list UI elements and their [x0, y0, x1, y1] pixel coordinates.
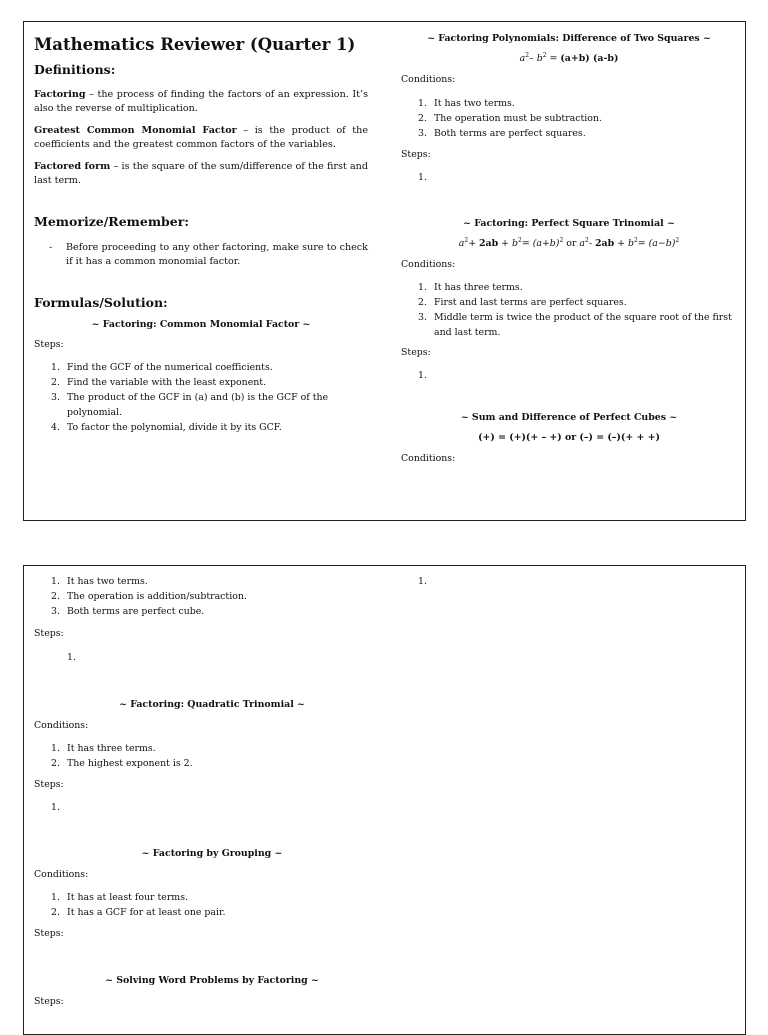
list-item: 3. Middle term is twice the product of the square root of the first and last term.: [418, 312, 732, 338]
document-title: Mathematics Reviewer (Quarter 1): [34, 35, 356, 54]
qt-steps-list: [34, 800, 390, 815]
list-item: 2. The operation must be subtraction.: [418, 113, 602, 124]
dots-conditions-label: Conditions:: [401, 74, 456, 85]
page-1-left-column: [34, 22, 368, 435]
qt-conditions-list: [34, 741, 390, 771]
cubes-formula: (+) = (+)(+ – +) or (–) = (–)(+ + +): [478, 432, 660, 443]
dash-bullet: -: [49, 242, 53, 253]
definition-term: Greatest Common Monomial Factor: [34, 125, 237, 136]
grouping-conditions-label: Conditions:: [34, 869, 89, 880]
qt-steps-label: Steps:: [34, 779, 64, 790]
page-2-right-column: [401, 566, 737, 589]
page-2-left-column: [34, 566, 390, 1009]
grouping-steps-label: Steps:: [34, 928, 64, 939]
definition-text: – the process of finding the factors of an expression. It’s also the reverse of multiplication.: [34, 89, 368, 114]
list-item: 2. The operation is addition/subtraction.: [51, 591, 247, 602]
list-item: 1.: [418, 172, 427, 183]
cmf-steps-list: [34, 360, 368, 435]
list-item: 3. The product of the GCF in (a) and (b) is the GCF of the polynomial.: [51, 392, 329, 418]
cubes-conditions-label: Conditions:: [401, 453, 456, 464]
memorize-item: [34, 241, 368, 269]
pst-formula: $a^2+ 2ab + b^2= (a+b)^2$ or $a^2-$ $2ab + b^2= (a-b)^2$: [458, 236, 680, 249]
pst-conditions-label: Conditions:: [401, 259, 456, 270]
pst-steps-list: [401, 368, 737, 383]
dots-steps-list: [401, 170, 737, 185]
word-problems-heading: ~ Solving Word Problems by Factoring ~: [105, 975, 319, 986]
list-item: 1. It has two terms.: [418, 98, 515, 109]
definition-text: – is the product of the coefficients and the greatest common factors of the variables.: [34, 125, 368, 150]
formulas-heading: Formulas/Solution:: [34, 295, 168, 310]
definition-factoring: [34, 88, 368, 116]
dots-conditions-list: [401, 96, 737, 141]
cube-steps-label: Steps:: [34, 628, 64, 639]
word-problems-steps-label: Steps:: [34, 996, 64, 1007]
pst-steps-label: Steps:: [401, 347, 431, 358]
list-item: 2. Find the variable with the least exponent.: [51, 377, 267, 388]
list-item: 1. Find the GCF of the numerical coefficients.: [51, 362, 273, 373]
pst-conditions-list: [401, 280, 737, 340]
memorize-heading: Memorize/Remember:: [34, 214, 189, 229]
list-item: 2. It has a GCF for at least one pair.: [51, 907, 226, 918]
definition-factored-form: [34, 160, 368, 188]
cmf-heading: ~ Factoring: Common Monomial Factor ~: [91, 319, 311, 330]
list-item: 1. It has two terms.: [51, 576, 148, 587]
list-item: 1.: [418, 370, 427, 381]
dots-heading: ~ Factoring Polynomials: Difference of Two Squares ~: [427, 33, 711, 44]
list-item: 3. Both terms are perfect cube.: [51, 606, 205, 617]
page-1: [23, 21, 746, 521]
page-2: [23, 565, 746, 1035]
list-item: 4. To factor the polynomial, divide it by its GCF.: [51, 422, 282, 433]
definition-term: Factoring: [34, 89, 86, 100]
list-item: 1. It has three terms.: [51, 743, 156, 754]
cube-conditions-list: [34, 574, 390, 619]
list-item: 2. First and last terms are perfect squares.: [418, 297, 627, 308]
list-item: 1. It has three terms.: [418, 282, 523, 293]
dots-steps-label: Steps:: [401, 149, 431, 160]
cube-steps-list: [34, 650, 390, 665]
qt-conditions-label: Conditions:: [34, 720, 89, 731]
cmf-steps-label: Steps:: [34, 339, 64, 350]
grouping-conditions-list: [34, 890, 390, 920]
list-item: 1.: [418, 576, 427, 587]
memorize-text: Before proceeding to any other factoring, make sure to check if it has a common monomial factor.: [66, 242, 368, 267]
list-item: 1.: [51, 802, 60, 813]
grouping-heading: ~ Factoring by Grouping ~: [141, 848, 283, 859]
dots-formula: $a^2-$ $b^2 = (a+b)$ (a-b): [519, 51, 619, 64]
definition-term: Factored form: [34, 161, 111, 172]
cubes-heading: ~ Sum and Difference of Perfect Cubes ~: [460, 412, 678, 423]
definition-gcmf: [34, 124, 368, 152]
pst-heading: ~ Factoring: Perfect Square Trinomial ~: [463, 218, 675, 229]
page-1-right-column: [401, 22, 737, 466]
list-item: 3. Both terms are perfect squares.: [418, 128, 586, 139]
definitions-heading: Definitions:: [34, 62, 116, 77]
qt-heading: ~ Factoring: Quadratic Trinomial ~: [119, 699, 305, 710]
right-steps-list: [401, 574, 737, 589]
list-item: 2. The highest exponent is 2.: [51, 758, 193, 769]
definition-text: – is the square of the sum/difference of the first and last term.: [34, 161, 368, 186]
list-item: 1.: [67, 652, 76, 663]
list-item: 1. It has at least four terms.: [51, 892, 188, 903]
